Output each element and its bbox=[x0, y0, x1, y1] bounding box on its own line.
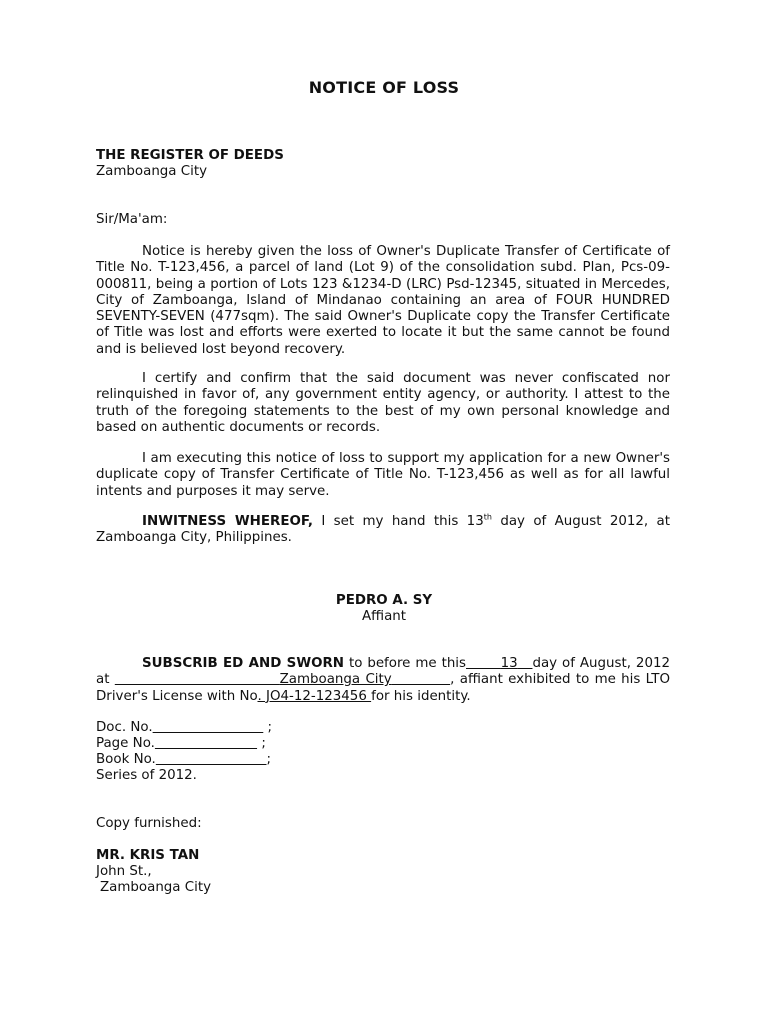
paragraph-1 bbox=[96, 244, 670, 358]
copy-furnished-name: MR. KRIS TAN bbox=[96, 848, 200, 863]
sworn-place: Zamboanga City bbox=[279, 672, 392, 688]
sworn-text-4: for his identity. bbox=[371, 688, 471, 704]
sworn-text-1: to before me this bbox=[344, 656, 467, 671]
book-no-semicolon: ; bbox=[266, 752, 272, 767]
doc-no-blank bbox=[153, 720, 264, 735]
book-no-blank bbox=[156, 752, 267, 767]
paragraph-4 bbox=[96, 514, 670, 547]
series-line: Series of 2012. bbox=[96, 768, 197, 783]
doc-no-semicolon: ; bbox=[267, 720, 273, 735]
addressee-name: THE REGISTER OF DEEDS bbox=[96, 148, 284, 163]
paragraph-2-text: I certify and confirm that the said document was never confiscated nor relinquished in favor of, any government entity agency, or authority. I attest to the truth of the foregoing statements to the best of my own personal knowledge and based on authentic documents or records. bbox=[96, 371, 670, 435]
paragraph-2 bbox=[96, 371, 670, 436]
license-number: . JO4-12-123456 bbox=[257, 688, 372, 704]
document-title: NOTICE OF LOSS bbox=[308, 78, 460, 97]
sworn-day-blank bbox=[466, 656, 532, 671]
paragraph-4-text-b: day of August 2012, at Zamboanga City, Philippines. bbox=[96, 514, 671, 546]
doc-no-line bbox=[96, 720, 670, 736]
sworn-day: 13 bbox=[500, 656, 518, 671]
copy-furnished-label: Copy furnished: bbox=[96, 816, 202, 831]
sworn-text-2: day of August, 2012 at bbox=[96, 656, 671, 688]
salutation: Sir/Ma'am: bbox=[96, 212, 168, 227]
copy-furnished-city: Zamboanga City bbox=[100, 880, 212, 895]
page-no-label: Page No. bbox=[96, 736, 155, 751]
affiant-label: Affiant bbox=[361, 609, 407, 624]
page-no-semicolon: ; bbox=[261, 736, 266, 751]
paragraph-3 bbox=[96, 451, 670, 500]
page-no-blank bbox=[155, 736, 257, 751]
doc-no-label: Doc. No. bbox=[96, 720, 153, 735]
sworn-paragraph bbox=[96, 656, 670, 705]
paragraph-3-text: I am executing this notice of loss to support my application for a new Owner's duplicate copy of Transfer Certificate of Title No. T-123,456 as well as for all lawful intents and purposes it may serve. bbox=[96, 451, 670, 499]
sworn-place-blank bbox=[115, 672, 450, 687]
copy-furnished-street: John St., bbox=[96, 864, 152, 879]
page-no-line bbox=[96, 736, 670, 752]
addressee-city: Zamboanga City bbox=[96, 164, 208, 179]
book-no-line bbox=[96, 752, 670, 768]
inwitness-phrase: INWITNESS WHEREOF, bbox=[142, 514, 313, 529]
sworn-text-3: , affiant exhibited to me his LTO Driver's License with No bbox=[96, 672, 671, 704]
paragraph-4-text-a: I set my hand this 13 bbox=[312, 514, 484, 529]
ordinal-suffix: th bbox=[483, 512, 492, 522]
sworn-phrase: SUBSCRIB ED AND SWORN bbox=[142, 656, 344, 671]
affiant-name: PEDRO A. SY bbox=[335, 593, 433, 608]
book-no-label: Book No. bbox=[96, 752, 156, 767]
paragraph-1-text: Notice is hereby given the loss of Owner's Duplicate Transfer of Certificate of Title No. T-123,456, a parcel of land (Lot 9) of the consolidation subd. Plan, Pcs-09-000811, being a portion of Lots 123 &1234-D (LRC) Psd-12345, situated in Mercedes, City of Zamboanga, Island of Mindanao containing an area of FOUR HUNDRED SEVENTY-SEVEN (477sqm). The said Owner's Duplicate copy the Transfer Certificate of Title was lost and efforts were exerted to locate it but the same cannot be found and is believed lost beyond recovery. bbox=[96, 244, 670, 357]
